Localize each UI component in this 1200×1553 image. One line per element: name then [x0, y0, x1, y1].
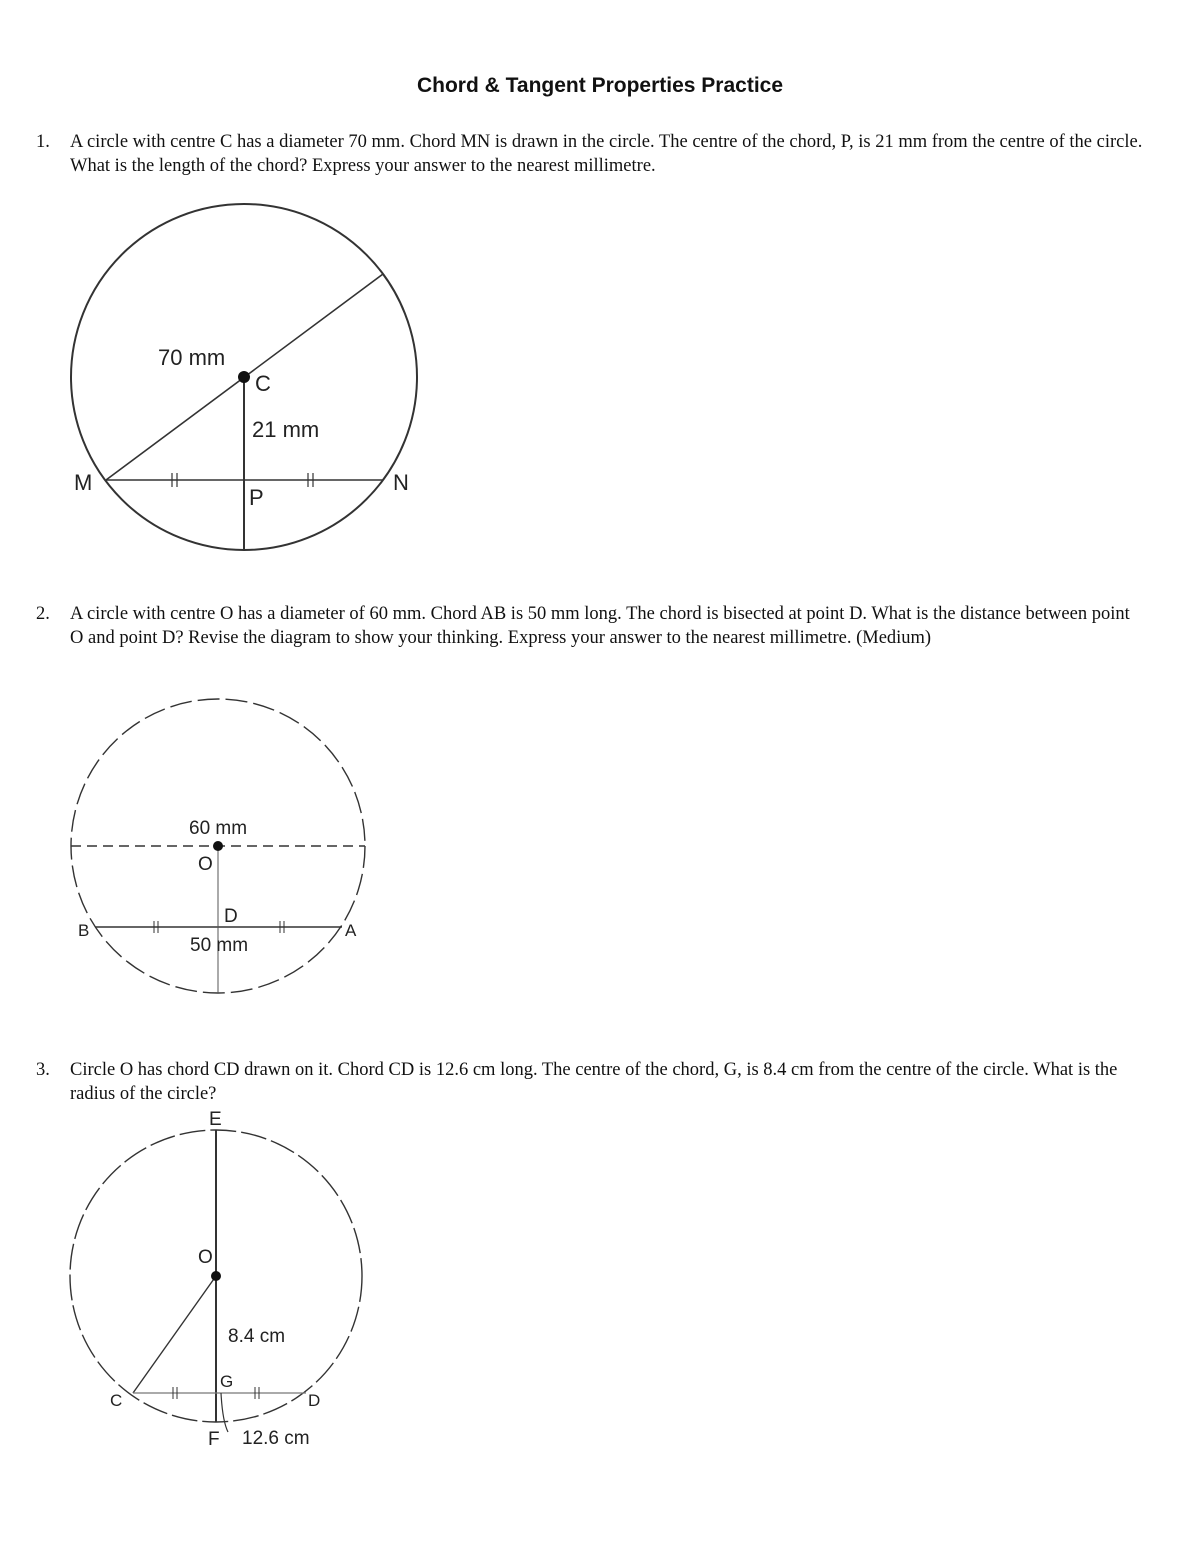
question-2-text: A circle with centre O has a diameter of 60 mm. Chord AB is 50 mm long. The chord is bisected at point D. What is the distance between point O and point D? Revise the diagram to show your thinking. Express your answer to the nearest millimetre. (Medium) — [70, 604, 1130, 648]
q2-left-label: B — [78, 921, 90, 940]
q1-centre-label: C — [255, 371, 271, 396]
question-3-number: 3. — [36, 1060, 50, 1080]
q3-chord-label: 12.6 cm — [242, 1428, 310, 1449]
q3-top-label: E — [209, 1109, 222, 1130]
q3-right-label: D — [308, 1391, 321, 1410]
q2-centre-label: O — [198, 854, 213, 875]
question-1-text: A circle with centre C has a diameter 70 mm. Chord MN is drawn in the circle. The centre of the chord, P, is 21 mm from the centre of the circle. What is the length of the chord? Express your answer to the nearest millimetre. — [70, 132, 1143, 176]
q3-mid-label: G — [220, 1372, 234, 1391]
question-1-number: 1. — [36, 132, 50, 152]
q2-chord-label: 50 mm — [190, 935, 249, 956]
q1-diameter-label: 70 mm — [158, 345, 226, 370]
q3-distance-label: 8.4 cm — [228, 1326, 286, 1347]
page-title: Chord & Tangent Properties Practice — [416, 74, 784, 97]
q2-diameter-label: 60 mm — [189, 818, 248, 839]
q2-right-label: A — [345, 921, 357, 940]
q1-distance-label: 21 mm — [252, 417, 320, 442]
q1-mid-label: P — [249, 485, 264, 510]
q3-radius-oc — [133, 1276, 216, 1393]
q2-mid-label: D — [224, 906, 238, 927]
q1-left-label: M — [74, 470, 93, 495]
q3-centre-label: O — [198, 1247, 213, 1268]
question-2-number: 2. — [36, 604, 50, 624]
question-3-text: Circle O has chord CD drawn on it. Chord CD is 12.6 cm long. The centre of the chord, G, is 8.4 cm from the centre of the circle. What is the radius of the circle? — [70, 1060, 1118, 1104]
q1-right-label: N — [393, 470, 409, 495]
q3-centre-point — [211, 1271, 221, 1281]
q3-chord-label-leader — [221, 1393, 228, 1432]
q3-left-label: C — [110, 1391, 123, 1410]
q3-bottom-label: F — [208, 1429, 220, 1450]
